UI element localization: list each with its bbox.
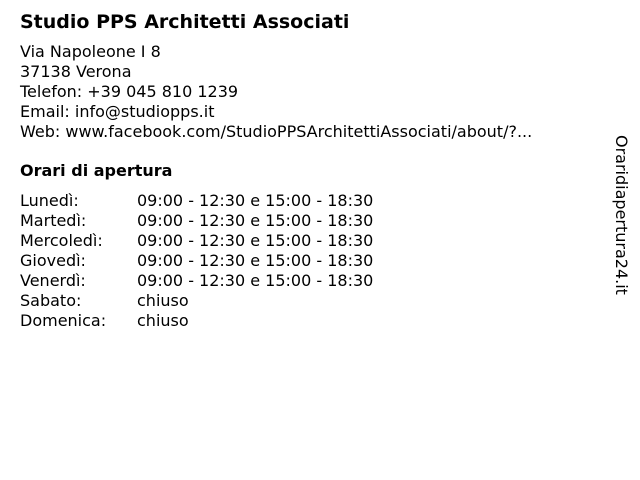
day-label: Domenica:: [20, 311, 107, 330]
day-label: Giovedì:: [20, 251, 86, 270]
business-card: [20, 9, 600, 331]
address-street: Via Napoleone I 8: [20, 42, 161, 61]
hours-row-friday: [20, 271, 600, 291]
hours-value: chiuso: [137, 291, 189, 310]
day-label: Martedì:: [20, 211, 87, 230]
hours-row-wednesday: [20, 231, 600, 251]
hours-value: 09:00 - 12:30 e 15:00 - 18:30: [137, 271, 374, 290]
hours-value: 09:00 - 12:30 e 15:00 - 18:30: [137, 251, 374, 270]
address-city: 37138 Verona: [20, 62, 132, 81]
hours-value: 09:00 - 12:30 e 15:00 - 18:30: [137, 191, 374, 210]
hours-row-thursday: [20, 251, 600, 271]
email-line: Email: info@studiopps.it: [20, 102, 215, 121]
hours-value: 09:00 - 12:30 e 15:00 - 18:30: [137, 211, 374, 230]
brand-watermark: Oraridiapertura24.it: [612, 135, 631, 295]
hours-value: chiuso: [137, 311, 189, 330]
day-label: Sabato:: [20, 291, 82, 310]
day-label: Mercoledì:: [20, 231, 103, 250]
day-label: Lunedì:: [20, 191, 79, 210]
hours-row-sunday: [20, 311, 600, 331]
business-name: Studio PPS Architetti Associati: [20, 11, 350, 33]
website-line: Web: www.facebook.com/StudioPPSArchitettiAssociati/about/?...: [20, 122, 533, 141]
day-label: Venerdì:: [20, 271, 86, 290]
opening-hours-title: Orari di apertura: [20, 161, 173, 180]
hours-row-monday: [20, 191, 600, 211]
opening-hours-table: [20, 191, 600, 331]
hours-row-saturday: [20, 291, 600, 311]
hours-value: 09:00 - 12:30 e 15:00 - 18:30: [137, 231, 374, 250]
phone-line: Telefon: +39 045 810 1239: [20, 82, 239, 101]
hours-row-tuesday: [20, 211, 600, 231]
